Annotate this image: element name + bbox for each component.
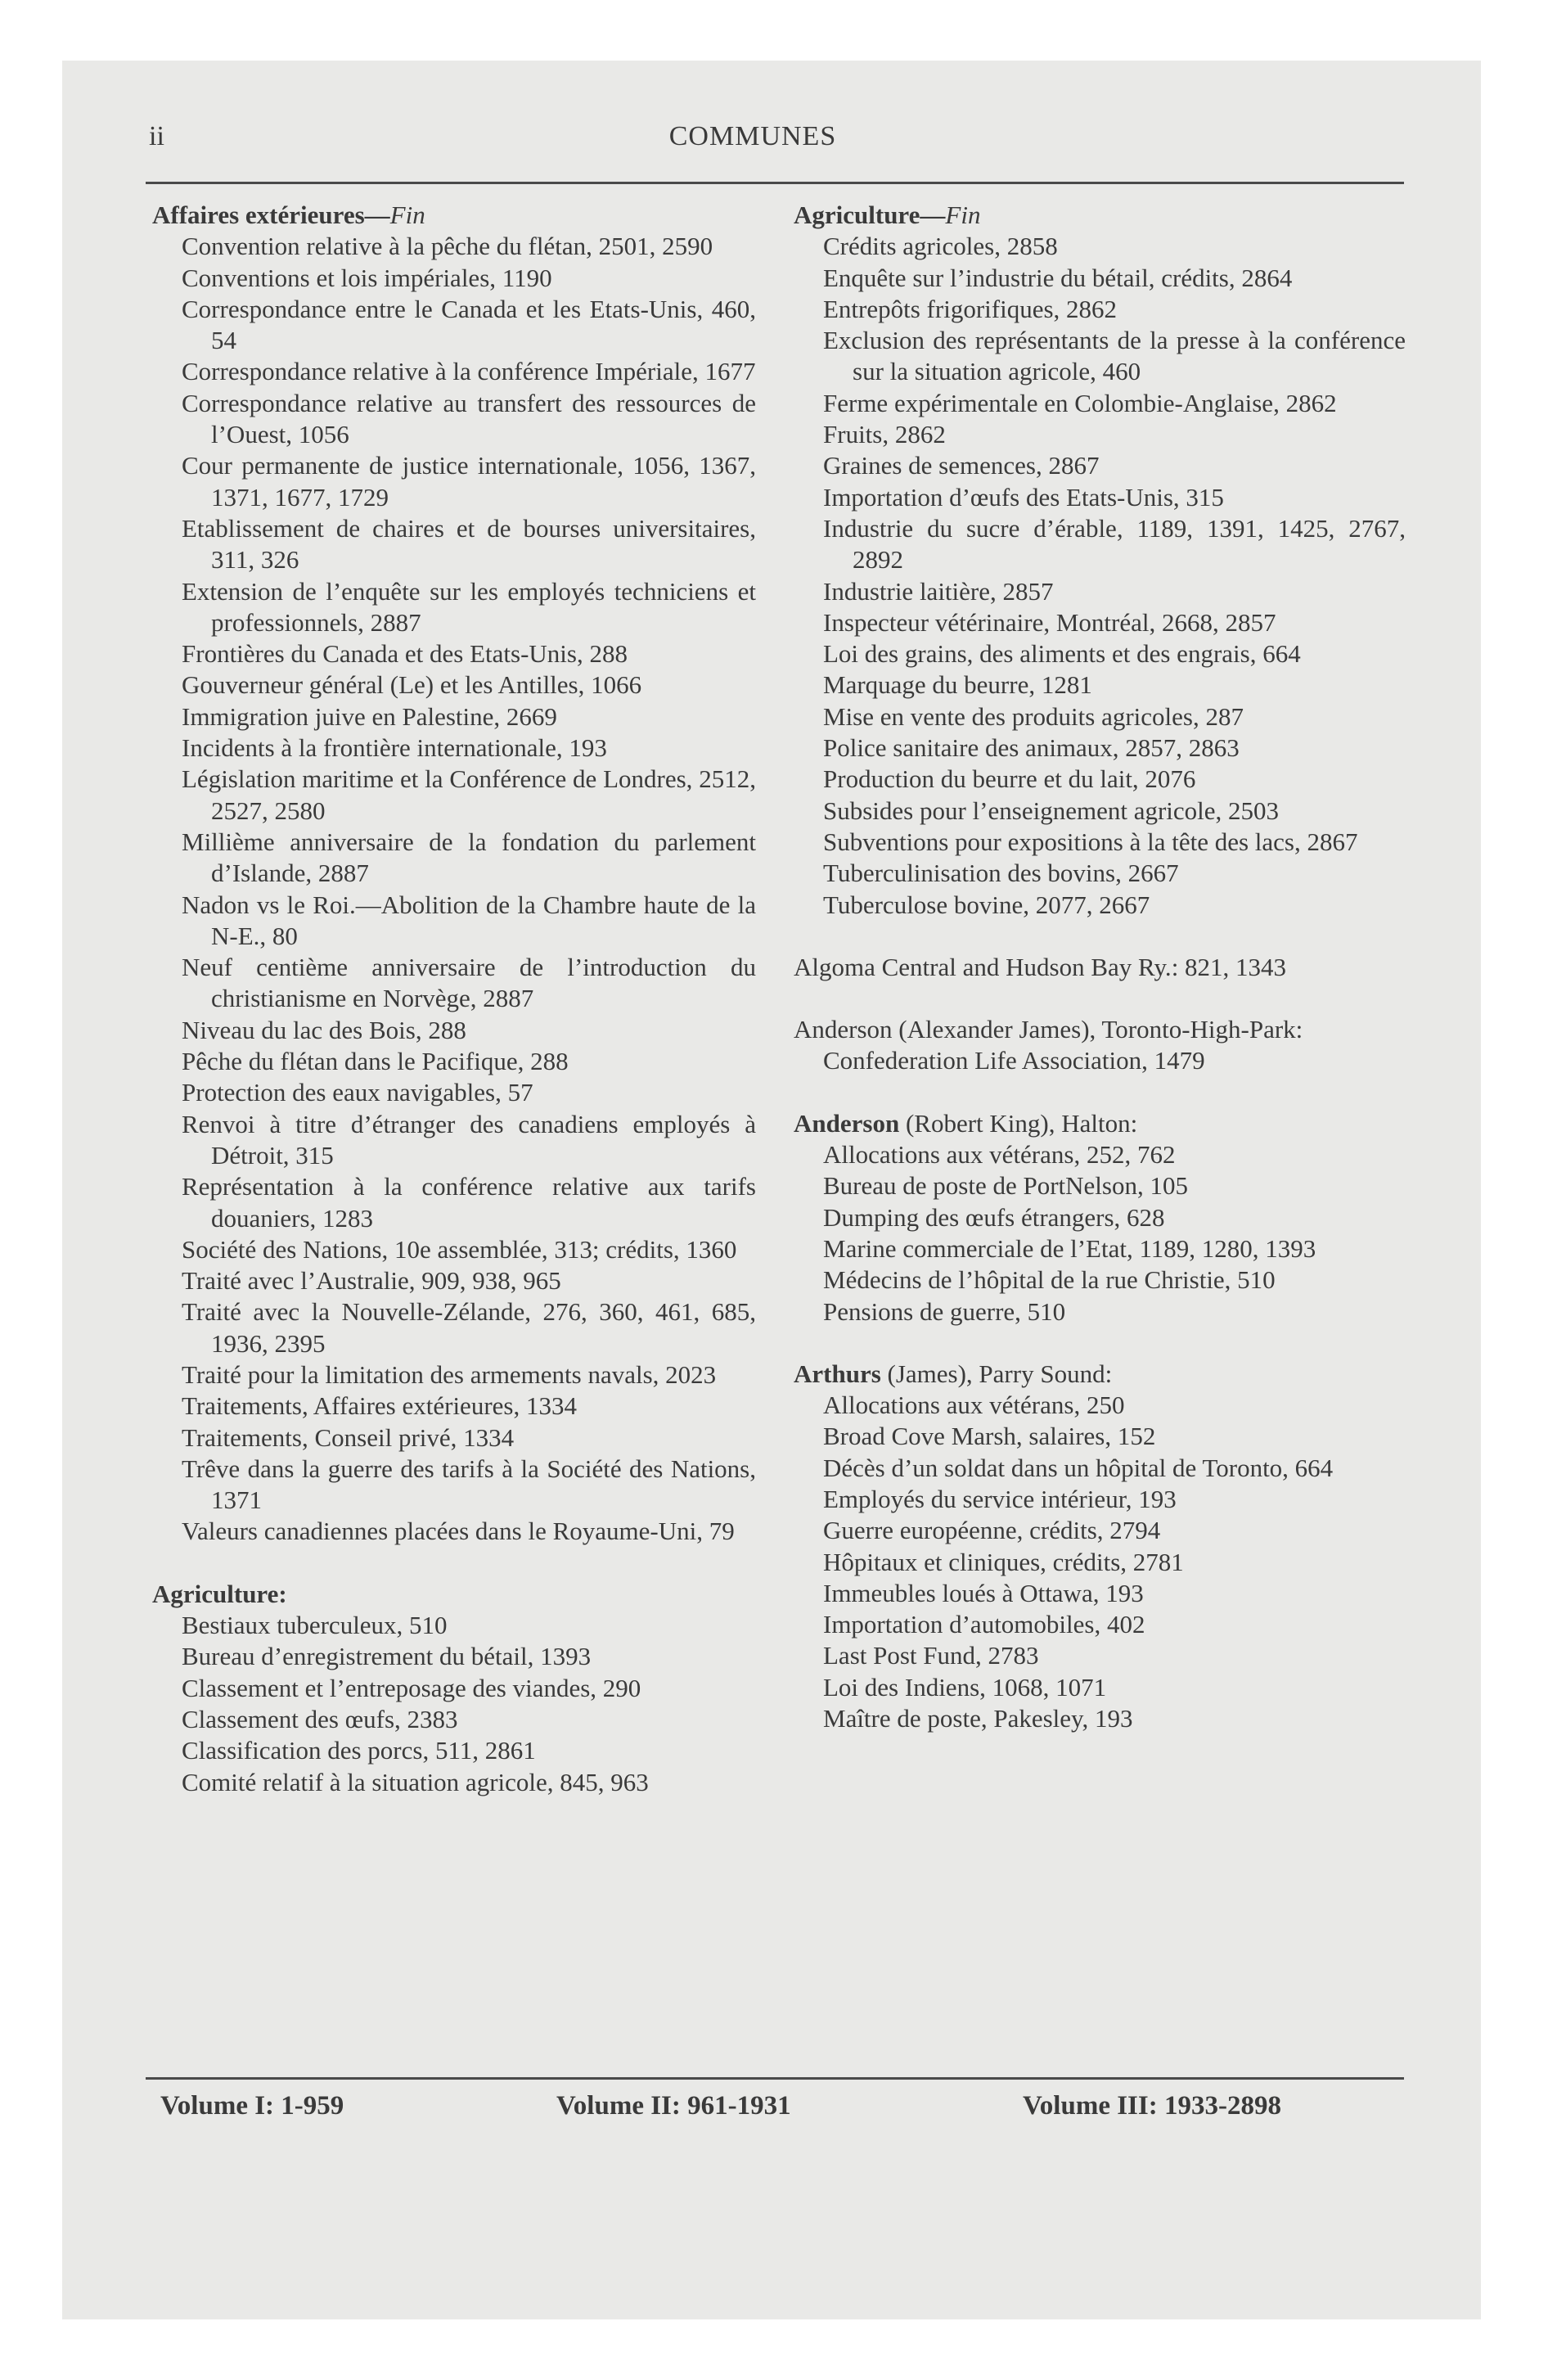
entry-list (152, 1610, 756, 1798)
index-entry: Trêve dans la guerre des tarifs à la Société des Nations, 1371 (182, 1454, 756, 1515)
index-entry: Importation d’automobiles, 402 (823, 1610, 1145, 1639)
volume-2-range: Volume II: 961-1931 (556, 2091, 791, 2121)
index-entry: Bureau de poste de PortNelson, 105 (823, 1171, 1188, 1201)
index-entry: Conventions et lois impériales, 1190 (182, 263, 552, 292)
index-entry: Représentation à la conférence relative aux tarifs douaniers, 1283 (182, 1172, 756, 1233)
index-heading: Arthurs (James), Parry Sound: (794, 1359, 1113, 1388)
index-entry: Marquage du beurre, 1281 (823, 670, 1092, 700)
index-entry: Graines de semences, 2867 (823, 451, 1100, 480)
index-entry: Guerre européenne, crédits, 2794 (823, 1516, 1161, 1545)
index-entry: Employés du service intérieur, 193 (823, 1484, 1177, 1513)
entry-list (794, 1045, 1406, 1076)
index-entry: Nadon vs le Roi.—Abolition de la Chambre haute de la N-E., 80 (182, 890, 756, 950)
left-column (152, 200, 756, 1798)
index-entry: Traité pour la limitation des armements navals, 2023 (182, 1359, 717, 1389)
spacer (794, 1327, 1406, 1359)
index-entry: Mise en vente des produits agricoles, 287 (823, 701, 1244, 731)
index-entry: Inspecteur vétérinaire, Montréal, 2668, 2857 (823, 607, 1276, 637)
index-entry: Immeubles loués à Ottawa, 193 (823, 1578, 1144, 1607)
index-entry: Correspondance entre le Canada et les Etats-Unis, 460, 54 (182, 294, 756, 355)
index-entry: Loi des grains, des aliments et des engrais, 664 (823, 639, 1301, 669)
index-entry: Correspondance relative à la conférence Impériale, 1677 (182, 357, 756, 386)
index-entry: Enquête sur l’industrie du bétail, crédits, 2864 (823, 263, 1293, 292)
volume-1-range: Volume I: 1-959 (160, 2091, 344, 2121)
index-entry: Législation maritime et la Conférence de Londres, 2512, 2527, 2580 (182, 764, 756, 825)
index-entry: Crédits agricoles, 2858 (823, 232, 1058, 261)
page-number: ii (149, 121, 164, 151)
spacer (794, 983, 1406, 1014)
entry-list (794, 1139, 1406, 1327)
spacer (152, 1548, 756, 1579)
index-entry: Tuberculose bovine, 2077, 2667 (823, 890, 1150, 919)
spacer (794, 1077, 1406, 1108)
index-entry: Correspondance relative au transfert des ressources de l’Ouest, 1056 (182, 388, 756, 449)
index-entry: Renvoi à titre d’étranger des canadiens employés à Détroit, 315 (182, 1109, 756, 1170)
index-entry: Médecins de l’hôpital de la rue Christie, 510 (823, 1265, 1276, 1295)
index-entry: Cour permanente de justice internationale, 1056, 1367, 1371, 1677, 1729 (182, 451, 756, 512)
index-entry: Last Post Fund, 2783 (823, 1641, 1039, 1670)
index-entry: Classement et l’entreposage des viandes, 290 (182, 1673, 641, 1702)
entry-list (794, 231, 1406, 921)
index-entry: Société des Nations, 10e assemblée, 313; crédits, 1360 (182, 1234, 737, 1264)
index-entry: Traité avec l’Australie, 909, 938, 965 (182, 1266, 561, 1296)
header-rule (146, 182, 1404, 184)
index-entry: Incidents à la frontière internationale, 193 (182, 733, 607, 763)
entry-list (152, 231, 756, 1547)
index-entry: Traitements, Conseil privé, 1334 (182, 1422, 515, 1452)
index-entry: Dumping des œufs étrangers, 628 (823, 1202, 1165, 1232)
index-entry: Fruits, 2862 (823, 420, 946, 449)
index-heading: Anderson (Robert King), Halton: (794, 1108, 1138, 1138)
index-entry: Ferme expérimentale en Colombie-Anglaise, 2862 (823, 388, 1337, 417)
index-heading: Algoma Central and Hudson Bay Ry.: 821, 1343 (794, 952, 1287, 981)
running-head: COMMUNES (668, 121, 837, 151)
index-entry: Extension de l’enquête sur les employés techniciens et professionnels, 2887 (182, 576, 756, 637)
index-entry: Traitements, Affaires extérieures, 1334 (182, 1391, 577, 1421)
index-entry: Allocations aux vétérans, 252, 762 (823, 1140, 1176, 1170)
index-entry: Bureau d’enregistrement du bétail, 1393 (182, 1642, 592, 1671)
index-entry: Frontières du Canada et des Etats-Unis, 288 (182, 639, 628, 669)
index-entry: Protection des eaux navigables, 57 (182, 1078, 533, 1107)
footer-rule (146, 2077, 1404, 2080)
volume-footer (160, 2091, 1404, 2140)
index-entry: Broad Cove Marsh, salaires, 152 (823, 1422, 1156, 1451)
index-entry: Pensions de guerre, 510 (823, 1296, 1066, 1326)
index-entry: Classement des œufs, 2383 (182, 1704, 458, 1733)
index-entry: Etablissement de chaires et de bourses universitaires, 311, 326 (182, 513, 756, 575)
index-heading: Agriculture: (152, 1579, 287, 1608)
index-entry: Industrie du sucre d’érable, 1189, 1391, 1425, 2767, 2892 (823, 513, 1406, 575)
page-header (106, 121, 1399, 162)
index-entry: Traité avec la Nouvelle-Zélande, 276, 360, 461, 685, 1936, 2395 (182, 1297, 756, 1358)
index-entry: Entrepôts frigorifiques, 2862 (823, 294, 1118, 323)
index-entry: Valeurs canadiennes placées dans le Royaume-Uni, 79 (182, 1517, 735, 1546)
index-heading: Affaires extérieures—Fin (152, 201, 425, 229)
index-entry: Tuberculinisation des bovins, 2667 (823, 859, 1179, 888)
index-entry: Décès d’un soldat dans un hôpital de Toronto, 664 (823, 1453, 1334, 1482)
spacer (794, 921, 1406, 952)
entry-list (794, 1390, 1406, 1734)
index-entry: Subsides pour l’enseignement agricole, 2503 (823, 796, 1280, 825)
index-entry: Neuf centième anniversaire de l’introduction du christianisme en Norvège, 2887 (182, 953, 756, 1013)
index-heading: Anderson (Alexander James), Toronto-High-Park: (794, 1015, 1303, 1044)
index-entry: Hôpitaux et cliniques, crédits, 2781 (823, 1547, 1184, 1576)
index-entry: Comité relatif à la situation agricole, 845, 963 (182, 1767, 649, 1796)
index-heading: Agriculture—Fin (794, 201, 981, 229)
index-entry: Convention relative à la pêche du flétan, 2501, 2590 (182, 232, 713, 261)
index-entry: Subventions pour expositions à la tête des lacs, 2867 (823, 827, 1358, 856)
index-entry: Industrie laitière, 2857 (823, 576, 1054, 606)
index-entry: Gouverneur général (Le) et les Antilles, 1066 (182, 670, 642, 700)
index-entry: Millième anniversaire de la fondation du parlement d’Islande, 2887 (182, 827, 756, 888)
index-entry: Police sanitaire des animaux, 2857, 2863 (823, 733, 1240, 763)
index-entry: Classification des porcs, 511, 2861 (182, 1736, 536, 1765)
index-entry: Immigration juive en Palestine, 2669 (182, 701, 557, 731)
right-column (794, 200, 1406, 1734)
index-entry: Allocations aux vétérans, 250 (823, 1391, 1125, 1420)
index-entry: Niveau du lac des Bois, 288 (182, 1015, 466, 1044)
index-entry: Importation d’œufs des Etats-Unis, 315 (823, 482, 1224, 512)
index-entry: Marine commerciale de l’Etat, 1189, 1280, 1393 (823, 1233, 1316, 1263)
index-entry: Production du beurre et du lait, 2076 (823, 764, 1196, 794)
index-entry: Confederation Life Association, 1479 (823, 1046, 1205, 1075)
index-entry: Loi des Indiens, 1068, 1071 (823, 1672, 1107, 1702)
index-entry: Pêche du flétan dans le Pacifique, 288 (182, 1047, 569, 1076)
index-entry: Bestiaux tuberculeux, 510 (182, 1611, 448, 1640)
volume-3-range: Volume III: 1933-2898 (1023, 2091, 1281, 2121)
index-entry: Maître de poste, Pakesley, 193 (823, 1704, 1133, 1733)
index-entry: Exclusion des représentants de la presse à la conférence sur la situation agricole, 460 (823, 326, 1406, 386)
